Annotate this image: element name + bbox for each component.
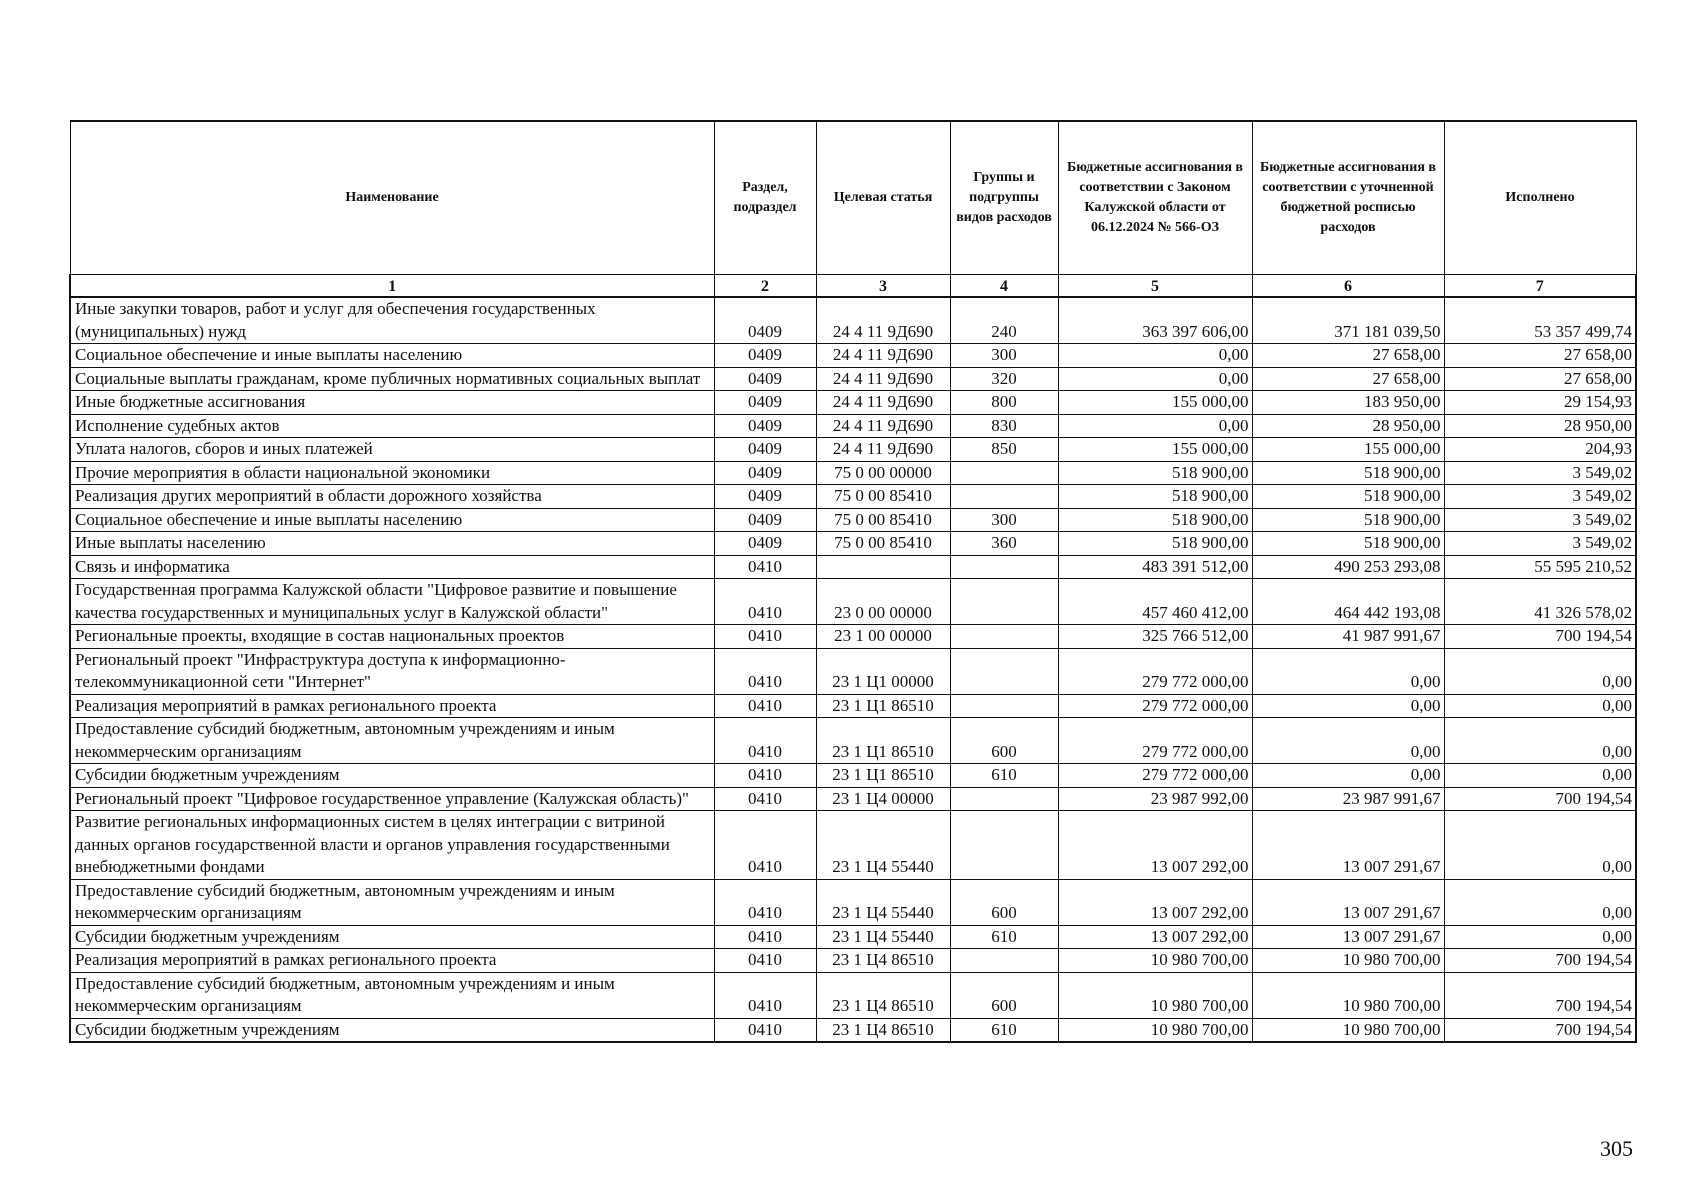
cell-group: 600 <box>950 879 1058 925</box>
table-row <box>70 718 1636 764</box>
cell-group <box>950 648 1058 694</box>
cell-target: 75 0 00 85410 <box>816 532 950 556</box>
table-row <box>70 764 1636 788</box>
cell-group: 610 <box>950 1018 1058 1042</box>
cell-executed-amount: 0,00 <box>1444 718 1636 764</box>
cell-name: Субсидии бюджетным учреждениям <box>70 1018 714 1042</box>
cell-name: Исполнение судебных актов <box>70 414 714 438</box>
cell-target: 23 1 Ц4 55440 <box>816 925 950 949</box>
cell-name: Уплата налогов, сборов и иных платежей <box>70 438 714 462</box>
cell-section: 0410 <box>714 1018 816 1042</box>
cell-target: 24 4 11 9Д690 <box>816 344 950 368</box>
cell-group <box>950 625 1058 649</box>
cell-section: 0410 <box>714 625 816 649</box>
cell-executed-amount: 3 549,02 <box>1444 485 1636 509</box>
cell-group: 610 <box>950 764 1058 788</box>
cell-name: Субсидии бюджетным учреждениям <box>70 764 714 788</box>
cell-group <box>950 579 1058 625</box>
cell-target: 23 1 00 00000 <box>816 625 950 649</box>
cell-law-amount: 457 460 412,00 <box>1058 579 1252 625</box>
cell-refined-amount: 41 987 991,67 <box>1252 625 1444 649</box>
cell-executed-amount: 700 194,54 <box>1444 972 1636 1018</box>
table-row <box>70 414 1636 438</box>
budget-table <box>69 120 1637 1043</box>
cell-group <box>950 694 1058 718</box>
cell-name: Реализация мероприятий в рамках регионального проекта <box>70 949 714 973</box>
cell-target: 23 1 Ц1 86510 <box>816 694 950 718</box>
cell-name: Иные закупки товаров, работ и услуг для обеспечения государственных (муниципальных) нужд <box>70 297 714 344</box>
cell-section: 0410 <box>714 579 816 625</box>
table-row <box>70 532 1636 556</box>
cell-target <box>816 555 950 579</box>
cell-executed-amount: 0,00 <box>1444 694 1636 718</box>
cell-target: 23 1 Ц1 86510 <box>816 718 950 764</box>
cell-law-amount: 518 900,00 <box>1058 461 1252 485</box>
cell-refined-amount: 183 950,00 <box>1252 391 1444 415</box>
cell-section: 0410 <box>714 972 816 1018</box>
cell-name: Региональный проект "Инфраструктура доступа к информационно-телекоммуникационной сети "Интернет" <box>70 648 714 694</box>
cell-section: 0409 <box>714 391 816 415</box>
cell-group: 850 <box>950 438 1058 462</box>
cell-section: 0410 <box>714 694 816 718</box>
table-row <box>70 555 1636 579</box>
cell-section: 0409 <box>714 414 816 438</box>
cell-target: 23 1 Ц1 86510 <box>816 764 950 788</box>
cell-name: Предоставление субсидий бюджетным, автономным учреждениям и иным некоммерческим организациям <box>70 879 714 925</box>
cell-refined-amount: 28 950,00 <box>1252 414 1444 438</box>
cell-group: 300 <box>950 344 1058 368</box>
cell-law-amount: 155 000,00 <box>1058 391 1252 415</box>
cell-group <box>950 461 1058 485</box>
cell-target: 23 1 Ц4 00000 <box>816 787 950 811</box>
cell-group <box>950 555 1058 579</box>
table-row <box>70 391 1636 415</box>
cell-law-amount: 13 007 292,00 <box>1058 925 1252 949</box>
cell-group: 600 <box>950 972 1058 1018</box>
header-name: Наименование <box>70 121 714 275</box>
cell-refined-amount: 27 658,00 <box>1252 344 1444 368</box>
cell-group: 300 <box>950 508 1058 532</box>
cell-refined-amount: 490 253 293,08 <box>1252 555 1444 579</box>
cell-name: Социальное обеспечение и иные выплаты населению <box>70 344 714 368</box>
table-row <box>70 811 1636 880</box>
cell-name: Иные выплаты населению <box>70 532 714 556</box>
cell-law-amount: 0,00 <box>1058 344 1252 368</box>
table-row <box>70 787 1636 811</box>
cell-refined-amount: 0,00 <box>1252 764 1444 788</box>
cell-refined-amount: 13 007 291,67 <box>1252 925 1444 949</box>
cell-group: 610 <box>950 925 1058 949</box>
cell-law-amount: 0,00 <box>1058 414 1252 438</box>
cell-law-amount: 279 772 000,00 <box>1058 718 1252 764</box>
cell-target: 23 1 Ц4 55440 <box>816 811 950 880</box>
cell-name: Региональный проект "Цифровое государственное управление (Калужская область)" <box>70 787 714 811</box>
table-row <box>70 438 1636 462</box>
cell-name: Прочие мероприятия в области национальной экономики <box>70 461 714 485</box>
cell-law-amount: 279 772 000,00 <box>1058 648 1252 694</box>
cell-target: 23 1 Ц4 86510 <box>816 1018 950 1042</box>
cell-executed-amount: 0,00 <box>1444 925 1636 949</box>
cell-refined-amount: 10 980 700,00 <box>1252 972 1444 1018</box>
cell-law-amount: 279 772 000,00 <box>1058 764 1252 788</box>
cell-law-amount: 10 980 700,00 <box>1058 972 1252 1018</box>
table-row <box>70 297 1636 344</box>
cell-target: 24 4 11 9Д690 <box>816 367 950 391</box>
table-row <box>70 579 1636 625</box>
cell-refined-amount: 518 900,00 <box>1252 532 1444 556</box>
cell-name: Социальные выплаты гражданам, кроме публичных нормативных социальных выплат <box>70 367 714 391</box>
cell-section: 0410 <box>714 555 816 579</box>
cell-law-amount: 279 772 000,00 <box>1058 694 1252 718</box>
cell-refined-amount: 13 007 291,67 <box>1252 879 1444 925</box>
column-number: 1 <box>70 275 714 298</box>
table-row <box>70 879 1636 925</box>
table-row <box>70 648 1636 694</box>
table-row <box>70 344 1636 368</box>
table-row <box>70 461 1636 485</box>
cell-section: 0410 <box>714 787 816 811</box>
cell-law-amount: 325 766 512,00 <box>1058 625 1252 649</box>
cell-refined-amount: 10 980 700,00 <box>1252 1018 1444 1042</box>
cell-law-amount: 13 007 292,00 <box>1058 811 1252 880</box>
cell-executed-amount: 41 326 578,02 <box>1444 579 1636 625</box>
cell-target: 24 4 11 9Д690 <box>816 391 950 415</box>
cell-executed-amount: 55 595 210,52 <box>1444 555 1636 579</box>
cell-executed-amount: 27 658,00 <box>1444 344 1636 368</box>
cell-executed-amount: 0,00 <box>1444 811 1636 880</box>
cell-section: 0409 <box>714 532 816 556</box>
column-number: 5 <box>1058 275 1252 298</box>
cell-executed-amount: 700 194,54 <box>1444 949 1636 973</box>
cell-group: 360 <box>950 532 1058 556</box>
cell-refined-amount: 518 900,00 <box>1252 508 1444 532</box>
cell-law-amount: 518 900,00 <box>1058 508 1252 532</box>
table-row <box>70 367 1636 391</box>
cell-executed-amount: 3 549,02 <box>1444 532 1636 556</box>
cell-law-amount: 155 000,00 <box>1058 438 1252 462</box>
cell-target: 23 1 Ц4 86510 <box>816 949 950 973</box>
cell-law-amount: 518 900,00 <box>1058 532 1252 556</box>
column-number: 7 <box>1444 275 1636 298</box>
cell-executed-amount: 700 194,54 <box>1444 787 1636 811</box>
cell-law-amount: 23 987 992,00 <box>1058 787 1252 811</box>
cell-refined-amount: 0,00 <box>1252 694 1444 718</box>
cell-section: 0409 <box>714 438 816 462</box>
cell-target: 75 0 00 85410 <box>816 485 950 509</box>
cell-target: 24 4 11 9Д690 <box>816 297 950 344</box>
cell-refined-amount: 23 987 991,67 <box>1252 787 1444 811</box>
header-row <box>70 121 1636 275</box>
cell-law-amount: 0,00 <box>1058 367 1252 391</box>
table-row <box>70 694 1636 718</box>
cell-refined-amount: 0,00 <box>1252 718 1444 764</box>
cell-name: Социальное обеспечение и иные выплаты населению <box>70 508 714 532</box>
table-body <box>70 297 1636 1042</box>
table-row <box>70 1018 1636 1042</box>
cell-section: 0409 <box>714 461 816 485</box>
header-group: Группы и подгруппы видов расходов <box>950 121 1058 275</box>
cell-executed-amount: 27 658,00 <box>1444 367 1636 391</box>
table-row <box>70 972 1636 1018</box>
header-executed: Исполнено <box>1444 121 1636 275</box>
cell-target: 23 1 Ц1 00000 <box>816 648 950 694</box>
cell-refined-amount: 371 181 039,50 <box>1252 297 1444 344</box>
cell-section: 0409 <box>714 508 816 532</box>
cell-name: Государственная программа Калужской области "Цифровое развитие и повышение качества государственных и муниципальных услуг в Калужской области" <box>70 579 714 625</box>
cell-group: 830 <box>950 414 1058 438</box>
cell-section: 0410 <box>714 879 816 925</box>
cell-refined-amount: 13 007 291,67 <box>1252 811 1444 880</box>
cell-executed-amount: 700 194,54 <box>1444 1018 1636 1042</box>
cell-section: 0410 <box>714 925 816 949</box>
table-row <box>70 925 1636 949</box>
cell-section: 0410 <box>714 764 816 788</box>
cell-group <box>950 485 1058 509</box>
cell-group <box>950 949 1058 973</box>
cell-group <box>950 787 1058 811</box>
cell-group: 320 <box>950 367 1058 391</box>
cell-executed-amount: 0,00 <box>1444 879 1636 925</box>
column-number: 6 <box>1252 275 1444 298</box>
cell-executed-amount: 3 549,02 <box>1444 461 1636 485</box>
cell-law-amount: 10 980 700,00 <box>1058 949 1252 973</box>
cell-section: 0409 <box>714 297 816 344</box>
cell-target: 23 1 Ц4 86510 <box>816 972 950 1018</box>
cell-name: Реализация других мероприятий в области дорожного хозяйства <box>70 485 714 509</box>
column-number: 4 <box>950 275 1058 298</box>
cell-group: 800 <box>950 391 1058 415</box>
cell-law-amount: 483 391 512,00 <box>1058 555 1252 579</box>
cell-group <box>950 811 1058 880</box>
cell-executed-amount: 0,00 <box>1444 648 1636 694</box>
cell-target: 24 4 11 9Д690 <box>816 414 950 438</box>
cell-refined-amount: 27 658,00 <box>1252 367 1444 391</box>
cell-executed-amount: 3 549,02 <box>1444 508 1636 532</box>
table-row <box>70 949 1636 973</box>
table-row <box>70 508 1636 532</box>
cell-refined-amount: 518 900,00 <box>1252 461 1444 485</box>
cell-section: 0409 <box>714 344 816 368</box>
cell-target: 23 1 Ц4 55440 <box>816 879 950 925</box>
column-number: 2 <box>714 275 816 298</box>
cell-refined-amount: 155 000,00 <box>1252 438 1444 462</box>
cell-section: 0410 <box>714 648 816 694</box>
cell-executed-amount: 29 154,93 <box>1444 391 1636 415</box>
cell-target: 23 0 00 00000 <box>816 579 950 625</box>
cell-refined-amount: 464 442 193,08 <box>1252 579 1444 625</box>
cell-executed-amount: 0,00 <box>1444 764 1636 788</box>
cell-executed-amount: 700 194,54 <box>1444 625 1636 649</box>
cell-target: 75 0 00 85410 <box>816 508 950 532</box>
cell-name: Реализация мероприятий в рамках регионального проекта <box>70 694 714 718</box>
cell-target: 24 4 11 9Д690 <box>816 438 950 462</box>
cell-executed-amount: 53 357 499,74 <box>1444 297 1636 344</box>
cell-section: 0410 <box>714 949 816 973</box>
cell-refined-amount: 518 900,00 <box>1252 485 1444 509</box>
header-section: Раздел, подраздел <box>714 121 816 275</box>
cell-executed-amount: 204,93 <box>1444 438 1636 462</box>
column-number: 3 <box>816 275 950 298</box>
cell-name: Региональные проекты, входящие в состав национальных проектов <box>70 625 714 649</box>
cell-section: 0410 <box>714 811 816 880</box>
cell-law-amount: 518 900,00 <box>1058 485 1252 509</box>
cell-name: Развитие региональных информационных систем в целях интеграции с витриной данных органов государственной власти и органов управления государственными внебюджетными фондами <box>70 811 714 880</box>
cell-name: Субсидии бюджетным учреждениям <box>70 925 714 949</box>
cell-law-amount: 363 397 606,00 <box>1058 297 1252 344</box>
cell-law-amount: 13 007 292,00 <box>1058 879 1252 925</box>
header-law: Бюджетные ассигнования в соответствии с Законом Калужской области от 06.12.2024 № 566-ОЗ <box>1058 121 1252 275</box>
cell-refined-amount: 10 980 700,00 <box>1252 949 1444 973</box>
column-number-row <box>70 275 1636 298</box>
cell-law-amount: 10 980 700,00 <box>1058 1018 1252 1042</box>
cell-section: 0409 <box>714 485 816 509</box>
cell-group: 600 <box>950 718 1058 764</box>
header-target: Целевая статья <box>816 121 950 275</box>
cell-name: Связь и информатика <box>70 555 714 579</box>
cell-section: 0410 <box>714 718 816 764</box>
table-row <box>70 485 1636 509</box>
cell-refined-amount: 0,00 <box>1252 648 1444 694</box>
cell-target: 75 0 00 00000 <box>816 461 950 485</box>
cell-group: 240 <box>950 297 1058 344</box>
cell-section: 0409 <box>714 367 816 391</box>
cell-name: Иные бюджетные ассигнования <box>70 391 714 415</box>
cell-name: Предоставление субсидий бюджетным, автономным учреждениям и иным некоммерческим организациям <box>70 972 714 1018</box>
page-number: 305 <box>1600 1136 1633 1161</box>
header-refined: Бюджетные ассигнования в соответствии с уточненной бюджетной росписью расходов <box>1252 121 1444 275</box>
cell-name: Предоставление субсидий бюджетным, автономным учреждениям и иным некоммерческим организациям <box>70 718 714 764</box>
table-row <box>70 625 1636 649</box>
cell-executed-amount: 28 950,00 <box>1444 414 1636 438</box>
